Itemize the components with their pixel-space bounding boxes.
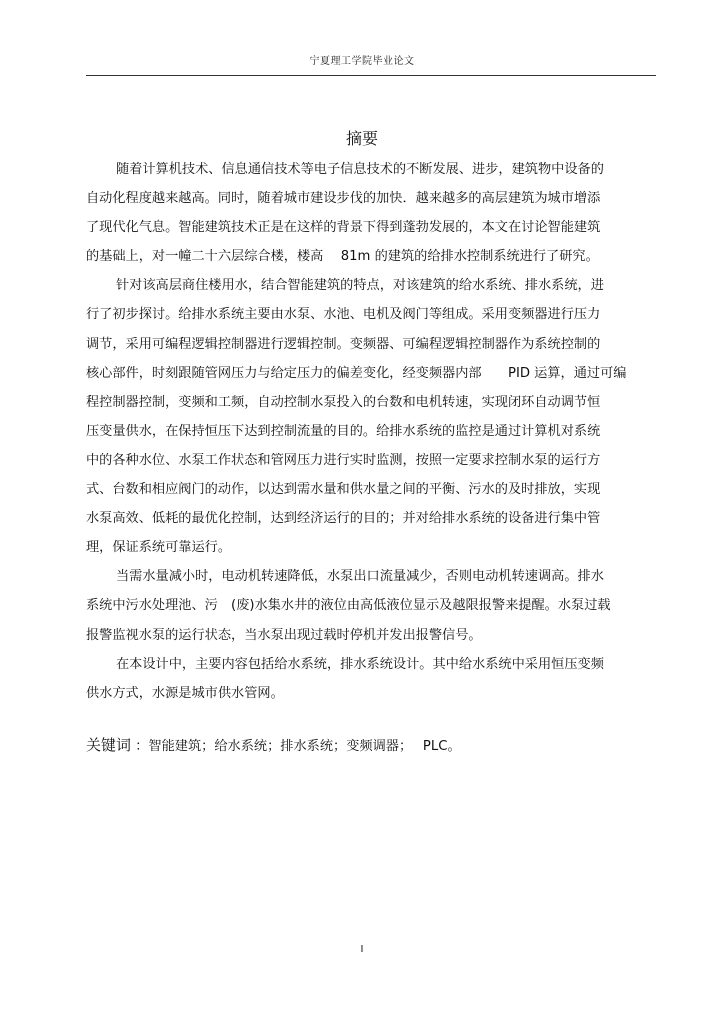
running-header: 宁夏理工学院毕业论文	[309, 56, 415, 67]
abstract-title: 摘要	[345, 129, 378, 148]
abstract-line: 式、台数和相应阀门的动作，以达到需水量和供水量之间的平衡、污水的及时排放，实现	[86, 482, 601, 498]
abstract-line: 中的各种水位、水泵工作状态和管网压力进行实时监测，按照一定要求控制水泵的运行方	[86, 452, 601, 468]
abstract-line: 随着计算机技术、信息通信技术等电子信息技术的不断发展、进步，建筑物中设备的	[116, 162, 604, 177]
abstract-line: 压变量供水，在保持恒压下达到控制流量的目的。给排水系统的监控是通过计算机对系统	[86, 423, 601, 439]
header-rule	[86, 75, 656, 76]
abstract-line: 的基础上，对一幢二十六层综合楼，楼高 81m 的建筑的给排水控制系统进行了研究。	[86, 249, 599, 265]
abstract-line: 理，保证系统可靠运行。	[86, 540, 232, 556]
abstract-line: 调节，采用可编程逻辑控制器进行逻辑控制。变频器、可编程逻辑控制器作为系统控制的	[86, 336, 601, 352]
keywords-text: ：智能建筑；给水系统；排水系统；变频调器； PLC。	[135, 739, 461, 754]
abstract-line: 在本设计中，主要内容包括给水系统，排水系统设计。其中给水系统中采用恒压变频	[116, 656, 604, 672]
abstract-line: 报警监视水泵的运行状态，当水泵出现过载时停机并发出报警信号。	[86, 627, 482, 643]
abstract-line: 核心部件，时刻跟随管网压力与给定压力的偏差变化，经变频器内部 PID 运算，通过可编	[86, 365, 627, 381]
abstract-line: 了现代化气息。智能建筑技术正是在这样的背景下得到蓬勃发展的，本文在讨论智能建筑	[86, 220, 601, 236]
abstract-line: 自动化程度越来越高。同时，随着城市建设步伐的加快．越来越多的高层建筑为城市增添	[86, 191, 601, 207]
abstract-line: 针对该高层商住楼用水，结合智能建筑的特点，对该建筑的给水系统、排水系统，进	[116, 278, 604, 294]
abstract-line: 水泵高效、低耗的最优化控制，达到经济运行的目的；并对给排水系统的设备进行集中管	[86, 511, 601, 527]
abstract-line: 当需水量减小时，电动机转速降低，水泵出口流量减少，否则电动机转速调高。排水	[116, 569, 604, 585]
page-number: I	[360, 944, 364, 955]
abstract-line: 程控制器控制，变频和工频，自动控制水泵投入的台数和电机转速，实现闭环自动调节恒	[86, 394, 601, 410]
abstract-line: 行了初步探讨。给排水系统主要由水泵、水池、电机及阀门等组成。采用变频器进行压力	[86, 307, 601, 323]
keywords-label: 关键词	[86, 736, 132, 754]
abstract-line: 系统中污水处理池、污 (废)水集水井的液位由高低液位显示及越限报警来提醒。水泵过载	[86, 598, 611, 614]
abstract-body	[86, 155, 651, 708]
abstract-line: 供水方式，水源是城市供水管网。	[86, 685, 284, 701]
keywords	[86, 733, 656, 759]
